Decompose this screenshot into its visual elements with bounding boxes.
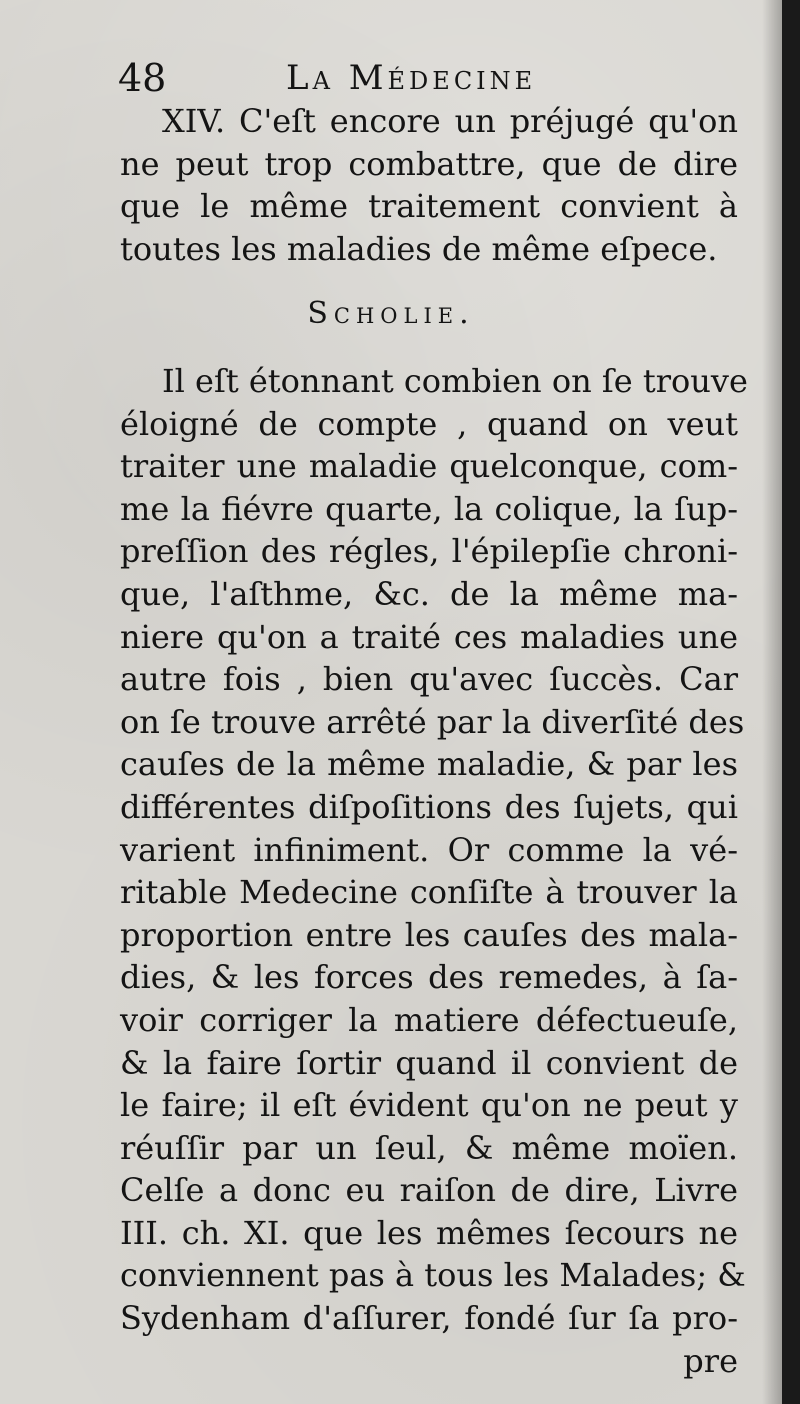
- catchword: pre: [683, 1341, 738, 1380]
- text-line: Il eſt étonnant combien on ſe trouve: [162, 362, 748, 400]
- text-line: que, l'aſthme, &c. de la même ma-: [120, 574, 738, 613]
- page-edge-shadow: [762, 0, 782, 1404]
- page-number: 48: [118, 56, 167, 100]
- text-line: varient infiniment. Or comme la vé-: [120, 830, 738, 869]
- text-line: que le même traitement convient à: [120, 187, 738, 226]
- section-xiv: [120, 100, 738, 270]
- text-line: & la faire ſortir quand il convient de: [120, 1043, 738, 1082]
- text-line: Celſe a donc eu raiſon de dire, Livre: [120, 1171, 738, 1210]
- text-line: niere qu'on a traité ces maladies une: [120, 617, 738, 656]
- text-line: ne peut trop combattre, que de dire: [120, 144, 738, 183]
- text-line: éloigné de compte , quand on veut: [120, 404, 738, 443]
- text-line: autre fois , bien qu'avec ſuccès. Car: [120, 660, 738, 699]
- text-line: ritable Medecine conſiſte à trouver la: [120, 873, 738, 912]
- text-line: cauſes de la même maladie, & par les: [120, 745, 738, 784]
- text-line: preſſion des régles, l'épilepſie chroni-: [120, 532, 738, 571]
- text-line: le faire; il eſt évident qu'on ne peut y: [120, 1086, 738, 1125]
- text-line: traiter une maladie quelconque, com-: [120, 447, 738, 486]
- text-line: on ſe trouve arrêté par la diverſité des: [120, 702, 745, 741]
- text-line: conviennent pas à tous les Malades; &: [120, 1256, 746, 1295]
- scholie-body: [120, 360, 748, 1382]
- text-line: dies, & les forces des remedes, à ſa-: [120, 958, 738, 997]
- text-line: XIV. C'eſt encore un préjugé qu'on: [162, 102, 738, 140]
- text-line: réuſſir par un ſeul, & même moïen.: [120, 1128, 738, 1167]
- text-line: voir corriger la matiere défectueuſe,: [120, 1000, 738, 1039]
- scholie-heading: Scholie.: [307, 296, 475, 331]
- text-line: toutes les maladies de même eſpece.: [120, 229, 718, 268]
- running-head: La Médecine: [286, 58, 537, 98]
- text-line: différentes diſpoſitions des ſujets, qui: [120, 787, 738, 826]
- text-line: Sydenham d'aſſurer, fondé ſur ſa pro-: [120, 1299, 738, 1338]
- page-header: [118, 56, 738, 100]
- text-line: III. ch. XI. que les mêmes ſecours ne: [120, 1213, 738, 1252]
- text-line: proportion entre les cauſes des mala-: [120, 915, 738, 954]
- text-line: me la fiévre quarte, la colique, la ſup-: [120, 489, 738, 528]
